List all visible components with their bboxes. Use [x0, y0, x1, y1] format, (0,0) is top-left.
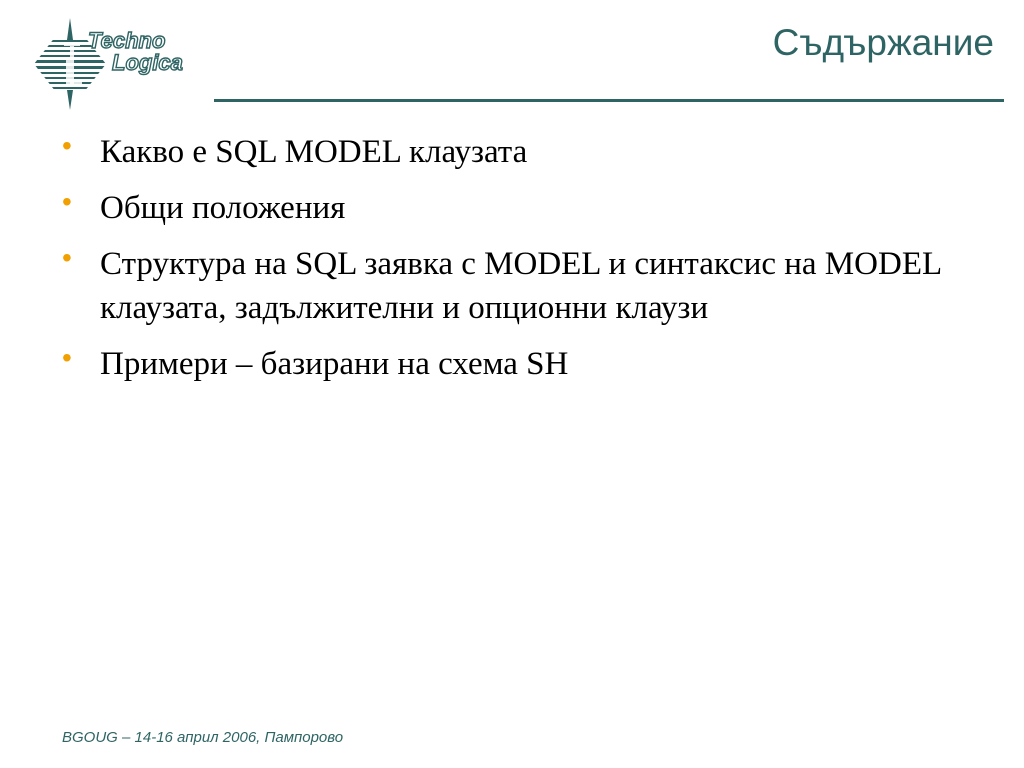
slide-title: Съдържание [772, 22, 994, 63]
bullet-text: Какво е SQL MODEL клаузата [100, 134, 528, 170]
bullet-icon: • [62, 186, 72, 217]
bullet-text: Общи положения [100, 190, 346, 226]
logo-word-2: Logica [112, 50, 183, 75]
title-divider [214, 99, 1004, 102]
bullet-icon: • [62, 130, 72, 161]
bullet-icon: • [62, 242, 72, 273]
bullet-item [62, 342, 962, 386]
bullet-item [62, 130, 962, 174]
bullet-list [62, 130, 962, 398]
technologica-logo-icon [26, 18, 206, 110]
bullet-text: Структура на SQL заявка с MODEL и синтаксис на MODEL клаузата, задължителни и опционни клаузи [100, 246, 941, 326]
bullet-text: Примери – базирани на схема SH [100, 346, 569, 382]
bullet-icon: • [62, 342, 72, 373]
logo-word-1: Techno [88, 28, 166, 53]
technologica-logo [26, 18, 206, 110]
slide-footer: BGOUG – 14-16 април 2006, Пампорово [62, 729, 344, 746]
bullet-item [62, 186, 962, 230]
bullet-item [62, 242, 962, 330]
